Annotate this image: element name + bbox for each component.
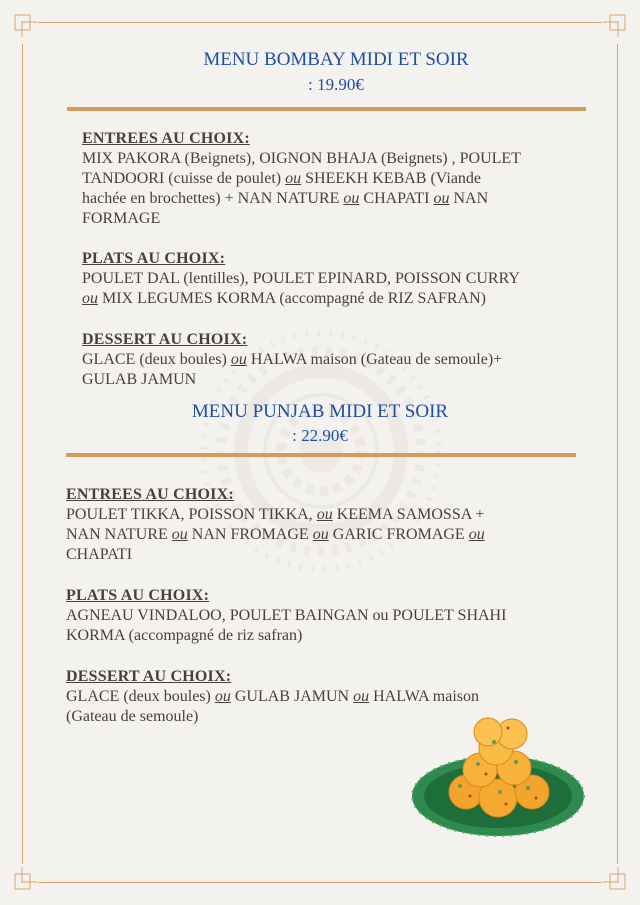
section-text-line (66, 545, 566, 565)
section-text-line (66, 525, 566, 545)
or-connector: ou (214, 688, 231, 705)
or-connector: ou (171, 526, 188, 543)
dish-text: MIX LEGUMES KORMA (accompagné de RIZ SAFRAN) (98, 290, 486, 307)
or-connector: ou (230, 351, 247, 368)
dish-text: CHAPATI (359, 190, 434, 207)
bombay-entrees-section (82, 129, 582, 229)
section-text-line (82, 289, 582, 309)
or-connector: ou (312, 526, 329, 543)
gulab-jamun-plate-icon (408, 712, 588, 840)
section-text-line (66, 505, 566, 525)
section-text-line (82, 149, 582, 169)
dish-text: GLACE (deux boules) (82, 351, 231, 368)
corner-ornament-bottom-left (12, 866, 38, 892)
dish-text: NAN NATURE (66, 526, 172, 543)
menu-bombay-title: MENU BOMBAY MIDI ET SOIR (203, 49, 469, 70)
dish-text: KEEMA SAMOSSA + (332, 506, 485, 523)
dish-text: POULET DAL (lentilles), POULET EPINARD, POISSON CURRY (82, 270, 520, 287)
dish-text: FORMAGE (82, 210, 161, 227)
dish-text: hachée en brochettes) + NAN NATURE (82, 190, 344, 207)
section-text-line (66, 606, 566, 626)
frame-bottom (38, 882, 602, 883)
dish-text: GARIC FROMAGE (328, 526, 469, 543)
bombay-plats-section (82, 249, 582, 309)
dish-text: NAN FROMAGE (187, 526, 313, 543)
corner-ornament-top-left (12, 12, 38, 38)
dish-text: GULAB JAMUN (230, 688, 354, 705)
frame-top (38, 22, 602, 23)
or-connector: ou (285, 170, 302, 187)
section-text-line (82, 269, 582, 289)
section-text-line (66, 687, 566, 707)
or-connector: ou (468, 526, 485, 543)
menu-bombay-divider (67, 107, 586, 111)
section-heading: DESSERT AU CHOIX: (82, 331, 248, 348)
frame-left (22, 44, 23, 864)
dish-text: SHEEKH KEBAB (Viande (301, 170, 482, 187)
section-text-line (82, 209, 582, 229)
or-connector: ou (343, 190, 360, 207)
section-heading: ENTREES AU CHOIX: (82, 130, 250, 147)
dish-text: GULAB JAMUN (82, 371, 197, 388)
section-text-line (82, 189, 582, 209)
section-heading: PLATS AU CHOIX: (82, 250, 226, 267)
dish-text: KORMA (accompagné de riz safran) (66, 627, 303, 644)
dish-text: TANDOORI (cuisse de poulet) (82, 170, 286, 187)
dish-text: NAN (449, 190, 489, 207)
dish-text: AGNEAU VINDALOO, POULET BAINGAN ou POULET SHAHI (66, 607, 507, 624)
menu-punjab-divider (66, 453, 576, 457)
dish-text: CHAPATI (66, 546, 133, 563)
menu-punjab-title: MENU PUNJAB MIDI ET SOIR (191, 401, 449, 422)
dish-text: HALWA maison (Gateau de semoule)+ (246, 351, 503, 368)
corner-ornament-bottom-right (602, 866, 628, 892)
section-text-line (82, 169, 582, 189)
or-connector: ou (433, 190, 450, 207)
or-connector: ou (82, 290, 98, 307)
section-text-line (66, 626, 566, 646)
bombay-dessert-section (82, 330, 582, 390)
punjab-entrees-section (66, 485, 566, 565)
corner-ornament-top-right (602, 12, 628, 38)
section-heading: DESSERT AU CHOIX: (66, 668, 232, 685)
dish-text: HALWA maison (369, 688, 480, 705)
dish-text: GLACE (deux boules) (66, 688, 215, 705)
menu-bombay-price: : 19.90€ (308, 75, 364, 94)
dish-text: (Gateau de semoule) (66, 708, 199, 725)
or-connector: ou (316, 506, 333, 523)
section-heading: PLATS AU CHOIX: (66, 587, 210, 604)
punjab-plats-section (66, 586, 566, 646)
section-heading: ENTREES AU CHOIX: (66, 486, 234, 503)
frame-right (617, 44, 618, 864)
dish-text: POULET TIKKA, POISSON TIKKA, (66, 506, 317, 523)
section-text-line (82, 350, 582, 370)
menu-punjab-price: : 22.90€ (292, 426, 348, 445)
section-text-line (82, 370, 582, 390)
or-connector: ou (353, 688, 370, 705)
dish-text: MIX PAKORA (Beignets), OIGNON BHAJA (Beignets) , POULET (82, 150, 521, 167)
